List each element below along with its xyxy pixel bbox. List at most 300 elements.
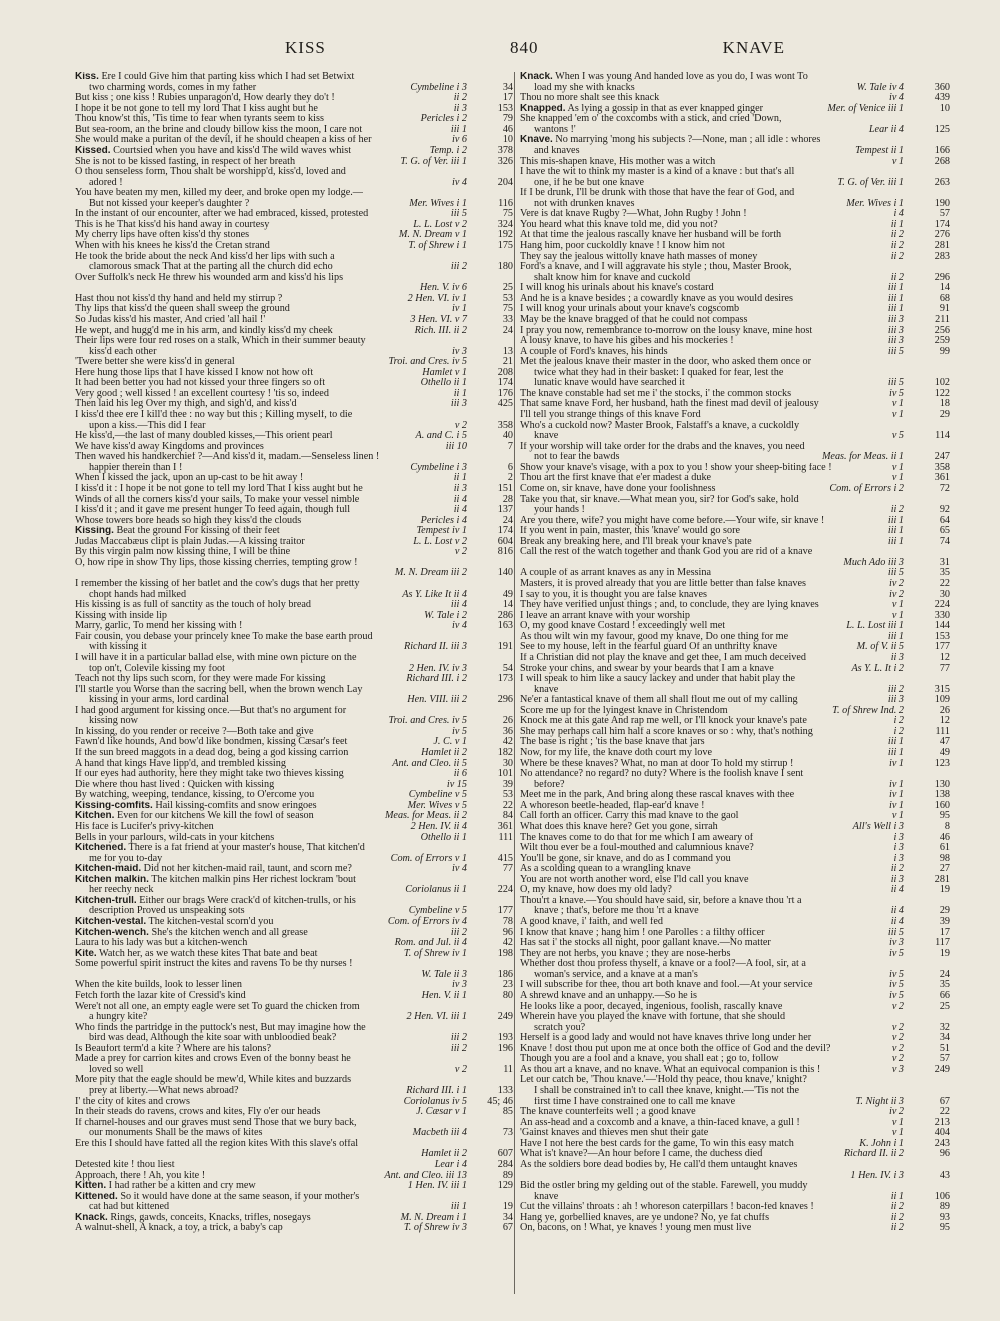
quotation-text [75,885,401,896]
line-number: 8 [944,820,950,832]
quotation-words: I pray you now, remembrance to-morrow on the lousy knave, mine host [520,325,813,336]
play-reference: ii 2 [890,1201,904,1213]
quotation-words: before? [534,779,565,790]
quotation-words: What is't knave?—An hour before I came, the duchess died [520,1149,763,1160]
play-reference: Hamlet ii 2 [421,747,467,758]
quotation-text [520,262,900,273]
entry-line [520,843,950,854]
entry-line [75,621,513,632]
entry-line [75,262,513,273]
line-number: 64 [939,514,950,526]
play-reference: ii 2 [890,863,904,875]
quotation-text [75,674,402,685]
quotation-words: Fair cousin, you debase your princely knee To make the base earth proud [75,631,373,642]
line-number: 12 [939,715,950,727]
line-number: 96 [502,926,513,938]
quotation-text [75,125,447,136]
quotation-words: Courtsied when you have and kiss'd The wild waves whist [113,145,352,156]
quotation-text [75,1054,463,1065]
left-column [75,72,513,1294]
play-reference: i 3 [893,852,904,864]
quotation-text [520,632,884,643]
quotation-text [520,399,888,410]
line-number: 192 [497,229,513,241]
headword: Kiss. [75,72,99,82]
entry-line [520,928,950,939]
entry-line [520,357,950,368]
quotation-words: Let our catch be, 'Thou knave.'—'Hold thy peace, thou knave,' knight? [520,1075,807,1086]
quotation-text [75,199,405,210]
line-number: 281 [934,873,950,885]
entry-line [520,970,950,981]
play-reference: iii 1 [887,525,904,537]
quotation-text [520,230,887,241]
play-reference: All's Well i 3 [852,820,904,832]
quotation-words: He took the bride about the neck And kiss'd her lips with such a [75,251,335,262]
quotation-text [75,1128,409,1139]
play-reference: Hen. V. iv 6 [419,282,467,294]
quotation-text [75,716,385,727]
quotation-words: Were't not all one, an empty eagle were set To guard the chicken from [75,1001,360,1012]
quotation-text [520,1149,840,1160]
quotation-words: one, if he be but one knave [534,177,645,188]
play-reference: iv 1 [889,757,904,769]
quotation-text [75,748,417,759]
play-reference: iii 3 [887,694,904,706]
line-number: 98 [939,852,950,864]
play-reference: Richard II. ii 2 [843,1148,904,1160]
line-number: 268 [934,155,950,167]
quotation-text [520,621,842,632]
line-number: 18 [939,398,950,410]
quotation-words: I kiss'd it ; and it gave me present hunger To feed again, though full [75,505,351,516]
entry-line [75,716,513,727]
play-reference: T. Night ii 3 [855,1095,904,1107]
line-number: 117 [935,937,950,949]
line-number: 177 [934,641,950,653]
quotation-text [75,906,405,917]
play-reference: Othello ii 1 [420,831,467,843]
quotation-words: They say the jealous wittolly knave hath masses of money [520,251,758,262]
play-reference: 1 Hen. IV. i 3 [850,1169,904,1181]
entry-line [520,1107,950,1118]
play-reference: T. of Shrew Ind. 2 [832,704,904,716]
quotation-words: Hang ye, gorbellied knaves, are ye undone? No, ye fat chuffs [520,1212,770,1223]
entry-line [520,1023,950,1034]
line-number: 45; 46 [487,1095,513,1107]
quotation-words: chopt hands had milked [89,589,187,600]
quotation-words: her reechy neck [89,885,154,896]
quotation-text [520,1012,900,1023]
entry-line [520,378,950,389]
play-reference: Com. of Errors i 2 [829,482,904,494]
entry-line [75,326,513,337]
line-number: 25 [502,282,513,294]
quotation-text [520,885,887,896]
quotation-text [520,135,900,146]
entry-line [520,790,950,801]
play-reference: v 1 [891,810,904,822]
play-reference: iii 5 [887,567,904,579]
quotation-words: He kiss'd,—the last of many doubled kisses,—This orient pearl [75,431,333,442]
line-number: 144 [934,620,950,632]
quotation-text [520,822,849,833]
entry-line [520,72,950,83]
quotation-text [520,526,884,537]
line-number: 404 [934,1127,950,1139]
quotation-text [520,864,887,875]
entry-line [520,1086,950,1097]
line-number: 28 [502,493,513,505]
entry-line [75,241,513,252]
quotation-text [520,759,885,770]
entry-line [75,611,513,622]
line-number: 283 [934,250,950,262]
entry-line [75,252,513,263]
entry-line [520,146,950,157]
quotation-words: Break any breaking here, and I'll break your knave's pate [520,536,752,547]
quotation-text [520,928,884,939]
quotation-words: No marrying 'mong his subjects ?—None, man ; all idle : whores [555,135,821,146]
quotation-text [75,315,406,326]
quotation-words: Who's a cuckold now? Master Brook, Falstaff's a knave, a cuckoldly [520,420,800,431]
quotation-text [75,537,409,548]
quotation-text [520,368,900,379]
play-reference: iv 1 [889,778,904,790]
entry-line [75,833,513,844]
entry-line [520,252,950,263]
entry-line [520,1002,950,1013]
play-reference: T. of Shrew iv 3 [403,1222,467,1234]
quotation-text [520,590,885,601]
entry-line [75,547,513,558]
quotation-text [75,220,409,231]
quotation-words: Their lips were four red roses on a stalk, Which in their summer beauty [75,336,366,347]
play-reference: Pericles i 2 [420,113,467,125]
quotation-words: The kitchen-vestal scorn'd you [148,917,274,927]
play-reference: Meas. for Meas. ii 2 [384,810,467,822]
entry-line [520,431,950,442]
line-number: 276 [934,229,950,241]
quotation-words: Hast thou not kiss'd thy hand and held my stirrup ? [75,293,283,304]
play-reference: iv 4 [889,92,904,104]
quotation-words: I will knog your urinals about your knave's cogscomb [520,304,740,315]
quotation-words: Now, for my life, the knave doth court my love [520,748,713,758]
quotation-text [75,611,420,622]
line-number: 49 [502,588,513,600]
entry-line [520,980,950,991]
play-reference: L. L. Lost iii 1 [846,620,904,632]
line-number: 34 [502,81,513,93]
quotation-words: As thou wilt win my favour, good my knave, Do one thing for me [520,631,789,642]
quotation-words: I leave an arrant knave with your worship [520,610,691,621]
line-number: 30 [502,757,513,769]
quotation-text [75,664,405,675]
quotation-words: The kitchen malkin pins Her richest lockram 'bout [151,874,356,885]
headword: Kitchen-maid. [75,864,142,875]
quotation-text [520,685,884,696]
entry-line [520,568,950,579]
play-reference: W. Tale i 2 [424,609,467,621]
line-number: 116 [498,197,513,209]
quotation-text [75,1160,431,1171]
line-number: 49 [939,747,950,758]
line-number: 378 [497,144,513,156]
quotation-words: Whether dost thou profess thyself, a knave or a fool?—A fool, sir, at a [520,959,806,970]
entry-line [520,336,950,347]
entry-line [75,1128,513,1139]
quotation-text [75,1065,451,1076]
headword: Kitchen-vestal. [75,917,147,927]
play-reference: iv 15 [446,778,467,790]
line-number: 29 [939,409,950,420]
entry-line [75,590,513,601]
play-reference: i 3 [893,842,904,854]
quotation-text [75,928,447,939]
line-number: 99 [939,345,950,357]
line-number: 57 [939,1053,950,1065]
quotation-text [75,991,418,1002]
play-reference: J. C. v 1 [433,736,467,748]
entry-line [520,769,950,780]
entry-line [520,706,950,717]
play-reference: iv 3 [889,937,904,949]
line-number: 208 [497,366,513,378]
line-number: 75 [502,303,513,315]
quotation-text [520,199,842,210]
line-number: 85 [502,1106,513,1118]
quotation-words: You have beaten my men, killed my deer, and broke open my lodge.— [75,188,363,199]
line-number: 12 [939,651,950,663]
quotation-text [75,178,448,189]
line-number: 51 [939,1042,950,1054]
play-reference: ii 1 [453,387,467,399]
play-reference: ii 2 [890,271,904,283]
entry-line [520,737,950,748]
line-number: 173 [497,673,513,685]
entry-line [520,653,950,664]
line-number: 54 [502,662,513,674]
quotation-words: You'll be gone, sir knave, and do as I command you [520,853,731,864]
quotation-words: Vere is dat knave Rugby ?—What, John Rugby ! John ! [520,209,747,220]
play-reference: i 2 [893,725,904,737]
quotation-text [520,220,887,231]
quotation-text [75,980,448,991]
entry-line [520,959,950,970]
quotation-words: So it would have done at the same season, if your mother's [120,1191,360,1202]
quotation-text [75,695,403,706]
quotation-words: me for you to-day [89,853,163,864]
line-number: 324 [497,218,513,230]
quotation-words: Have I not here the best cards for the game, To win this easy match [520,1138,794,1149]
play-reference: iii 3 [887,324,904,336]
quotation-words: She may perhaps call him half a score knaves or so : why, that's nothing [520,726,813,737]
quotation-words: If charnel-houses and our graves must send Those that we bury back, [75,1117,357,1128]
line-number: 180 [497,261,513,273]
quotation-words: When the kite builds, look to lesser linen [75,980,242,991]
quotation-text [75,547,451,558]
quotation-text [520,706,828,717]
line-number: 77 [502,863,513,875]
quotation-text [520,938,885,949]
quotation-words: A couple of as arrant knaves as any in Messina [520,568,711,579]
quotation-words: I will have it in a particular ballad else, with mine own picture on the [75,652,357,663]
quotation-words: If the sun breed maggots in a dead dog, being a god kissing carrion [75,748,349,758]
play-reference: Othello ii 1 [420,377,467,389]
headword: Kittened. [75,1191,118,1202]
play-reference: Rom. and Jul. ii 4 [394,937,467,949]
play-reference: ii 6 [453,768,467,780]
quotation-text [520,642,853,653]
quotation-words: But kiss ; one kiss ! Rubies unparagon'd, How dearly they do't ! [75,93,335,104]
quotation-words: There is a fat friend at your master's house, That kitchen'd [128,843,365,854]
play-reference: iii 5 [887,926,904,938]
quotation-text [520,1097,852,1108]
quotation-text [520,209,890,220]
entry-line [75,991,513,1002]
quotation-words: This mis-shapen knave, His mother was a witch [520,156,716,167]
line-number: 259 [934,335,950,347]
quotation-words: kissing in your arms, lord cardinal [89,695,229,706]
quotation-text [75,336,463,347]
quotation-words: knave ; that's, before me thou 'rt a knave [534,906,699,917]
line-number: 66 [939,989,950,1001]
play-reference: Troi. and Cres. iv 5 [388,715,467,727]
entry-line [520,516,950,527]
quotation-words: If a Christian did not play the knave and get thee, I am much deceived [520,652,807,663]
quotation-words: not with drunken knaves [534,198,635,209]
quotation-text [75,568,391,579]
quotation-words: Show your knave's visage, with a pox to you ! show your sheep-biting face ! [520,462,832,473]
play-reference: iv 2 [889,588,904,600]
quotation-text [520,664,847,675]
entry-line [75,378,513,389]
quotation-words: And he is a knave besides ; a cowardly knave as you would desires [520,293,794,304]
play-reference: v 2 [891,1000,904,1012]
entry-line [75,1012,513,1023]
quotation-words: On, bacons, on ! What, ye knaves ! young men must live [520,1223,752,1234]
play-reference: v 1 [891,609,904,621]
quotation-text [520,252,887,263]
play-reference: v 2 [891,1032,904,1044]
play-reference: iii 2 [450,1042,467,1054]
line-number: 26 [939,704,950,716]
line-number: 330 [934,609,950,621]
header-right-guideword: KNAVE [722,38,785,57]
quotation-words: He looks like a poor, decayed, ingenious, foolish, rascally knave [520,1001,783,1012]
line-number: 43 [939,1169,950,1181]
play-reference: iv 1 [889,789,904,801]
line-number: 360 [934,81,950,93]
line-number [467,653,513,664]
quotation-words: knave [534,431,559,442]
play-reference: Hamlet v 1 [422,366,467,378]
entry-line [75,389,513,400]
play-reference: M. N. Dream v 1 [398,229,467,241]
play-reference: Com. of Errors v 1 [390,852,467,864]
quotation-words: woman's service, and a knave at a man's [534,969,698,980]
quotation-words: An ass-head and a coxcomb and a knave, a thin-faced knave, a gull ! [520,1117,800,1128]
play-reference: v 1 [891,461,904,473]
quotation-words: My cherry lips have often kiss'd thy stones [75,230,250,241]
quotation-text [520,790,885,801]
line-number: 35 [939,979,950,991]
line-number: 186 [497,968,513,980]
quotation-text [75,854,387,865]
play-reference: iv 3 [452,979,467,991]
headword: Kissing. [75,526,114,537]
quotation-text [520,600,888,611]
line-number [467,410,513,421]
line-number: 160 [934,799,950,811]
quotation-words: The knave counterfeits well ; a good knave [520,1107,696,1118]
play-reference: T. of Shrew iv 1 [403,947,467,959]
entry-line [75,1023,513,1034]
headword: Kissed. [75,145,111,156]
quotation-words: description Proved us unspeaking sots [89,906,245,917]
play-reference: iv 5 [889,947,904,959]
line-number: 24 [502,514,513,526]
line-number [904,1075,950,1086]
entry-line [520,1075,950,1086]
line-number: 174 [934,218,950,230]
line-number: 19 [939,884,950,896]
line-number: 89 [502,1169,513,1181]
entry-line [520,822,950,833]
quotation-words: Die where thou hast lived : Quicken with kissing [75,779,275,790]
play-reference: iii 4 [450,599,467,611]
line-number: 46 [502,123,513,135]
quotation-text [520,273,887,284]
line-number: 78 [502,916,513,927]
quotation-text [520,959,900,970]
quotation-words: I will subscribe for thee, thou art both knave and fool.—At your service [520,980,813,991]
quotation-words: Winds of all the corners kiss'd your sails, To make your vessel nimble [75,494,360,505]
quotation-text [75,273,463,284]
quotation-words: I had good argument for kissing once.—But that's no argument for [75,705,347,716]
line-number: 249 [934,1063,950,1075]
quotation-text [75,452,463,463]
quotation-words: Even for our kitchens We kill the fowl of season [117,811,314,822]
quotation-words: Ere I could Give him that parting kiss which I had set Betwixt [101,72,355,82]
quotation-words: Herself is a good lady and would not have knaves thrive long under her [520,1033,812,1044]
entry-line [520,157,950,168]
play-reference: M. N. Dream i 1 [400,1211,467,1223]
quotation-words: She knapped 'em o' the coxcombs with a stick, and cried 'Down, [520,114,782,125]
line-number: 326 [497,155,513,167]
play-reference: iv 4 [452,620,467,632]
entry-line [520,621,950,632]
quotation-text [520,431,888,442]
quotation-words: In their steads do ravens, crows and kites, Fly o'er our heads [75,1107,321,1118]
line-number: 89 [939,1201,950,1213]
entry-line [520,716,950,727]
line-number: 138 [934,789,950,801]
play-reference: v 2 [891,1021,904,1033]
entry-line [75,1107,513,1118]
play-reference: Hamlet ii 2 [421,1148,467,1160]
quotation-text [520,674,900,685]
line-number: 174 [497,377,513,389]
quotation-words: prey at liberty.—What news abroad? [89,1086,239,1096]
quotation-text [520,970,885,981]
quotation-words: wantons !' [534,124,576,135]
quotation-words: You heard what this knave told me, did you not? [520,219,718,230]
entry-line [520,748,950,759]
quotation-text [75,135,448,146]
quotation-text [520,854,890,865]
entry-line [520,674,950,685]
